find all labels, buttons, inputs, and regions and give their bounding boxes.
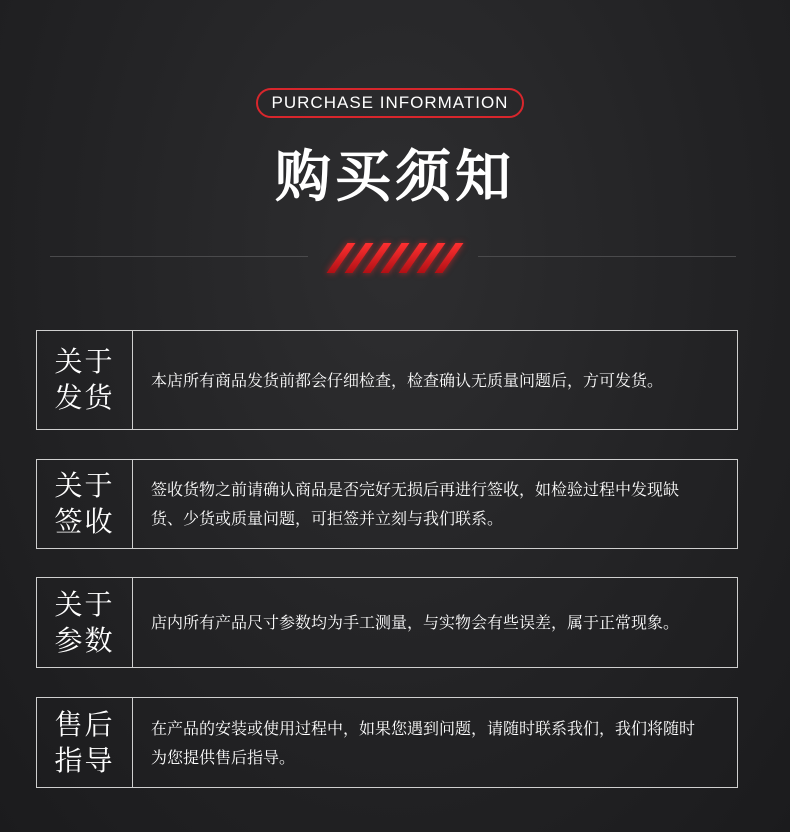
section-receipt (36, 459, 738, 549)
section-label: 售后指导 (37, 698, 133, 787)
section-after-sales (36, 697, 738, 788)
section-text: 在产品的安装或使用过程中，如果您遇到问题，请随时联系我们，我们将随时为您提供售后指导。 (151, 718, 696, 767)
page-title: 购买须知 (275, 145, 515, 210)
section-parameters (36, 577, 738, 668)
section-label: 关于发货 (37, 331, 133, 429)
divider-line-left (50, 256, 308, 257)
section-shipping (36, 330, 738, 430)
divider-line-right (478, 256, 736, 257)
section-label: 关于参数 (37, 578, 133, 667)
section-text: 签收货物之前请确认商品是否完好无损后再进行签收，如检验过程中发现缺货、少货或质量问题，可拒签并立刻与我们联系。 (151, 480, 680, 528)
red-stripes-decoration (320, 242, 470, 274)
section-text: 本店所有商品发货前都会仔细检查，检查确认无质量问题后，方可发货。 (151, 370, 664, 390)
purchase-information-badge: PURCHASE INFORMATION (256, 88, 524, 118)
section-text: 店内所有产品尺寸参数均为手工测量，与实物会有些误差，属于正常现象。 (151, 613, 680, 632)
section-label: 关于签收 (37, 460, 133, 548)
